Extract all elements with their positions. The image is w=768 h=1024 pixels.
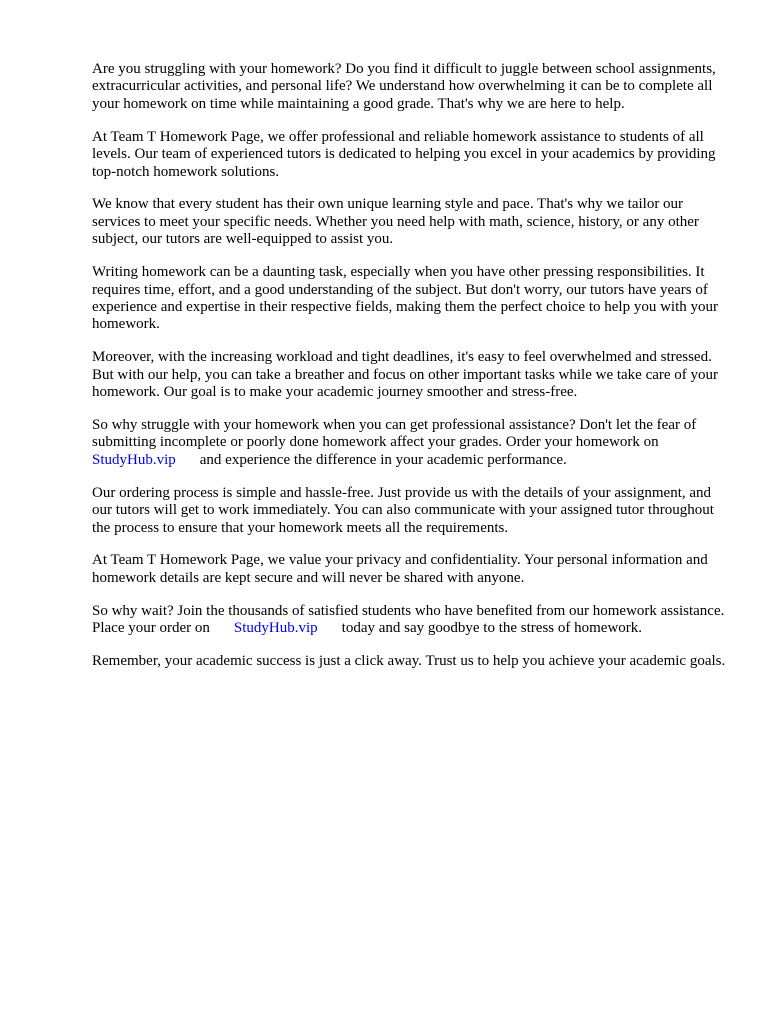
paragraph-closing: Remember, your academic success is just a click away. Trust us to help you achieve your academic goals. (92, 653, 726, 670)
paragraph-learning-style: We know that every student has their own unique learning style and pace. That's why we tailor our services to meet your specific needs. Whether you need help with math, science, history, or any other subject, our tutors are well-equipped to assist you. (92, 196, 699, 248)
paragraph-text: So why struggle with your homework when you can get professional assistance? Don't let the fear of submitting incomplete or poorly done homework affect your grades. Order your homework on (92, 417, 697, 451)
paragraph-services: At Team T Homework Page, we offer professional and reliable homework assistance to students of all levels. Our team of experienced tutors is dedicated to helping you excel in your academics by providing top-notch homework solutions. (92, 128, 716, 180)
studyhub-link[interactable]: StudyHub.vip (92, 451, 176, 468)
studyhub-link[interactable]: StudyHub.vip (233, 620, 318, 637)
paragraph-order-cta (92, 417, 728, 469)
paragraph-ordering-process: Our ordering process is simple and hassle-free. Just provide us with the details of your assignment, and our tutors will get to work immediately. You can also communicate with your assigned tutor throughout the process to ensure that your homework meets all the requirements. (92, 484, 714, 536)
paragraph-privacy: At Team T Homework Page, we value your privacy and confidentiality. Your personal information and homework details are kept secure and will never be shared with anyone. (92, 552, 708, 586)
paragraph-text: So why wait? Join the thousands of satisfied students who have benefited from our homework assistance. Place your order on (92, 602, 725, 637)
paragraph-join-cta (92, 603, 728, 638)
paragraph-text: today and say goodbye to the stress of homework. (341, 620, 643, 637)
paragraph-intro: Are you struggling with your homework? Do you find it difficult to juggle between school assignments, extracurricular activities, and personal life? We understand how overwhelming it can be to complete all your homework on time while maintaining a good grade. That's why we are here to help. (92, 61, 716, 112)
paragraph-deadlines: Moreover, with the increasing workload and tight deadlines, it's easy to feel overwhelmed and stressed. But with our help, you can take a breather and focus on other important tasks while we take care of your homework. Our goal is to make your academic journey smoother and stress-free. (92, 349, 719, 401)
paragraph-experience: Writing homework can be a daunting task, especially when you have other pressing responsibilities. It requires time, effort, and a good understanding of the subject. But don't worry, our tutors have years of experience and expertise in their respective fields, making them the perfect choice to help you with your homework. (92, 264, 719, 333)
paragraph-text: and experience the difference in your academic performance. (199, 451, 567, 468)
